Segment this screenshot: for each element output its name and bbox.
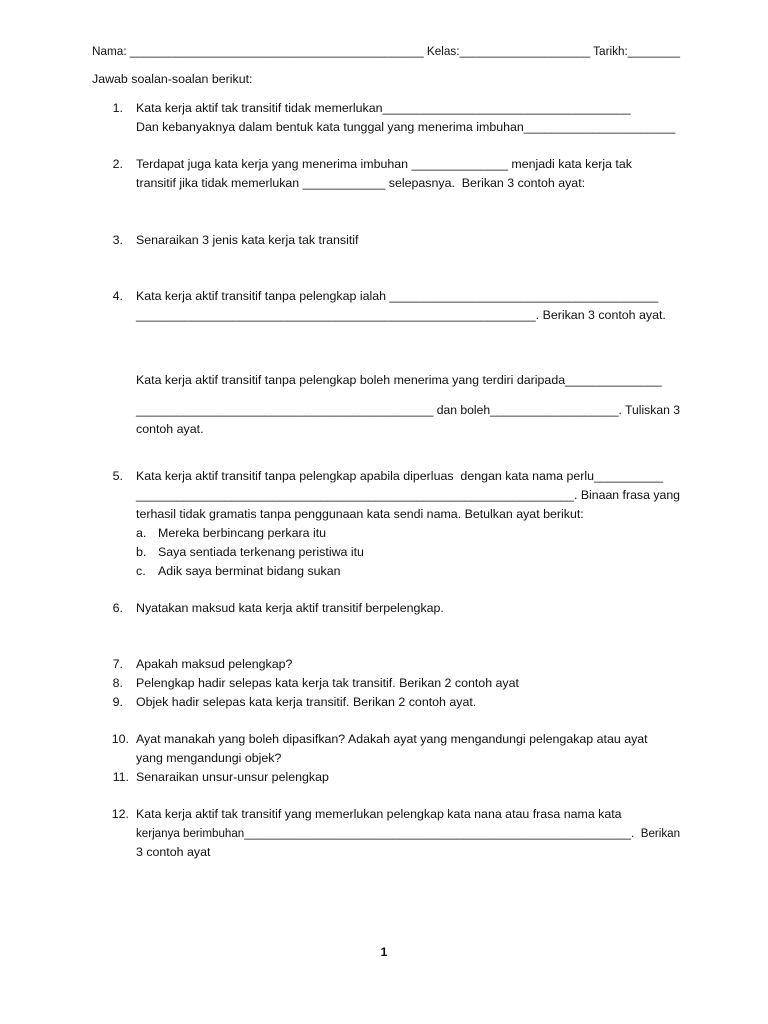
- sub-item-text: Mereka berbincang perkara itu: [158, 526, 327, 540]
- question-8-line-1: Pelengkap hadir selepas kata kerja tak transitif. Berikan 2 contoh ayat: [136, 676, 519, 690]
- question-number: 4.: [112, 289, 123, 303]
- question-5-line-1: Kata kerja aktif transitif tanpa pelengkap apabila diperluas dengan kata nama perlu__________: [136, 469, 663, 483]
- question-10-line-2: yang mengandungi objek?: [136, 751, 282, 765]
- sub-item-label: c.: [136, 564, 146, 578]
- question-number: 5.: [112, 469, 123, 483]
- page-number: 1: [380, 945, 388, 959]
- sub-item-text: Saya sentiada terkenang peristiwa itu: [158, 545, 364, 559]
- question-4-para-line-3: contoh ayat.: [136, 422, 204, 436]
- question-4-para-line-1: Kata kerja aktif transitif tanpa pelengkap boleh menerima yang terdiri daripada______________: [136, 373, 662, 387]
- question-number: 7.: [112, 657, 123, 671]
- question-2-line-1: Terdapat juga kata kerja yang menerima imbuhan ______________ menjadi kata kerja tak: [136, 157, 632, 171]
- question-7-line-1: Apakah maksud pelengkap?: [136, 657, 293, 671]
- question-4-para-line-2: ____________________________________________ dan boleh___________________. Tuliskan 3: [136, 403, 680, 417]
- question-number: 3.: [112, 233, 123, 247]
- sub-item-label: a.: [136, 526, 147, 540]
- question-number: 1.: [112, 101, 123, 115]
- question-2-line-2: transitif jika tidak memerlukan ____________ selepasnya. Berikan 3 contoh ayat:: [136, 176, 586, 190]
- question-10-line-1: Ayat manakah yang boleh dipasifkan? Adakah ayat yang mengandungi pelengakap atau ayat: [136, 732, 648, 746]
- question-4-line-2: __________________________________________________________. Berikan 3 contoh ayat.: [136, 308, 666, 322]
- question-number: 9.: [112, 695, 123, 709]
- question-9-line-1: Objek hadir selepas kata kerja transitif. Berikan 2 contoh ayat.: [136, 695, 477, 709]
- question-number: 11.: [112, 770, 129, 784]
- sub-item-text: Adik saya berminat bidang sukan: [158, 564, 341, 578]
- question-number: 8.: [112, 676, 123, 690]
- question-number: 10.: [111, 732, 129, 746]
- question-12-line-1: Kata kerja aktif tak transitif yang memerlukan pelengkap kata nana atau frasa nama kata: [136, 807, 622, 821]
- question-number: 6.: [112, 601, 123, 615]
- question-5-line-3: terhasil tidak gramatis tanpa penggunaan kata sendi nama. Betulkan ayat berikut:: [136, 507, 584, 521]
- question-number: 2.: [112, 157, 123, 171]
- question-12-line-3: 3 contoh ayat: [136, 845, 211, 859]
- question-5-line-2: ________________________________________________________________. Binaan frasa yang: [136, 488, 681, 502]
- student-info-header: Nama: _____________________________________________ Kelas:____________________ Tarikh:________: [92, 44, 680, 58]
- question-1-line-1: Kata kerja aktif tak transitif tidak memerlukan____________________________________: [136, 101, 631, 115]
- instruction-text: Jawab soalan-soalan berikut:: [92, 72, 253, 86]
- question-1-line-2: Dan kebanyaknya dalam bentuk kata tunggal yang menerima imbuhan______________________: [136, 120, 676, 134]
- sub-item-label: b.: [136, 545, 147, 559]
- question-12-line-2: kerjanya berimbuhan____________________________________________________________. Berikan: [136, 826, 681, 840]
- question-6-line-1: Nyatakan maksud kata kerja aktif transitif berpelengkap.: [136, 601, 444, 615]
- question-4-line-1: Kata kerja aktif transitif tanpa pelengkap ialah _______________________________________: [136, 289, 659, 303]
- question-number: 12.: [111, 807, 129, 821]
- question-3-line-1: Senaraikan 3 jenis kata kerja tak transitif: [136, 233, 359, 247]
- question-11-line-1: Senaraikan unsur-unsur pelengkap: [136, 770, 329, 784]
